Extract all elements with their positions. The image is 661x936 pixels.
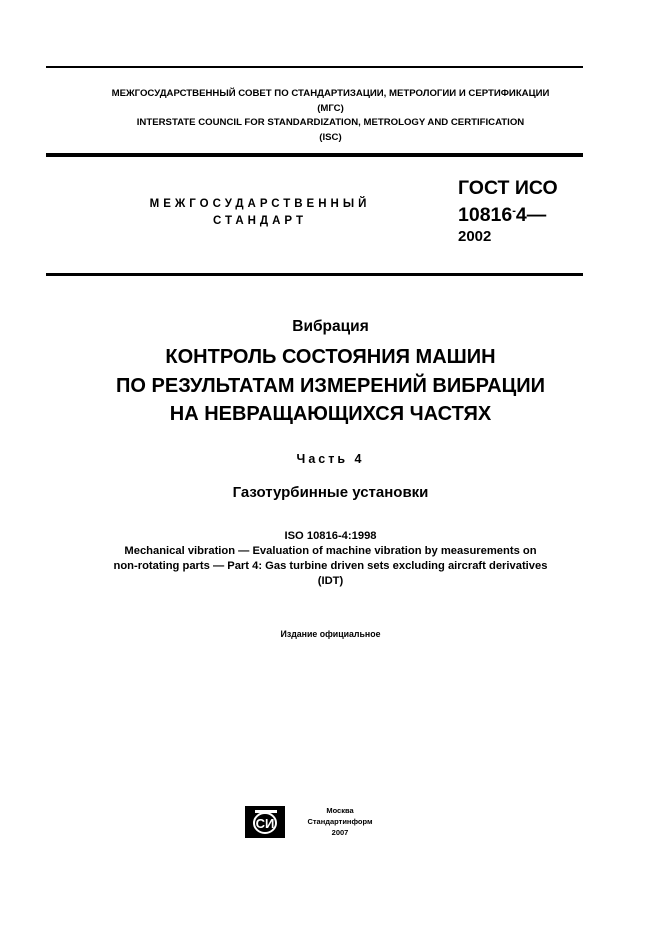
council-name-en: INTERSTATE COUNCIL FOR STANDARDIZATION, METROLOGY AND CERTIFICATION (136, 117, 525, 128)
iso-number: ISO 10816-4:1998 (284, 530, 377, 542)
standard-kind (110, 196, 410, 230)
part-title: Газотурбинные установки (232, 484, 429, 501)
gost-number-dash: - (512, 205, 516, 217)
council-name-ru: МЕЖГОСУДАРСТВЕННЫЙ СОВЕТ ПО СТАНДАРТИЗАЦИИ, МЕТРОЛОГИИ И СЕРТИФИКАЦИИ (111, 88, 550, 99)
top-rule-thin (46, 66, 583, 68)
iso-reference (0, 529, 661, 589)
publisher-imprint (290, 805, 390, 838)
standard-kind-line2: СТАНДАРТ (213, 215, 307, 227)
title-line1: КОНТРОЛЬ СОСТОЯНИЯ МАШИН (165, 346, 496, 368)
gost-designation (458, 177, 558, 247)
iso-identity: (IDT) (317, 575, 344, 587)
title-line3: НА НЕВРАЩАЮЩИХСЯ ЧАСТЯХ (169, 403, 492, 425)
gost-prefix: ГОСТ ИСО (458, 177, 558, 199)
publisher-name: Стандартинформ (307, 817, 373, 826)
gost-em-dash: — (526, 204, 547, 226)
edition-note: Издание официальное (280, 629, 381, 639)
header-rule-thick (46, 153, 583, 157)
iso-title-line1: Mechanical vibration — Evaluation of machine vibration by measurements on (124, 545, 537, 557)
iso-title-line2: non-rotating parts — Part 4: Gas turbine driven sets excluding aircraft derivatives (113, 560, 548, 572)
publisher-logo (245, 806, 285, 838)
council-abbr-en: (ISC) (319, 131, 342, 143)
gost-part-number: 4 (515, 204, 527, 226)
gost-number (458, 200, 558, 227)
publisher-city: Москва (326, 806, 354, 815)
council-header (40, 87, 621, 145)
publisher-year: 2007 (331, 828, 349, 837)
gost-year: 2002 (458, 228, 492, 245)
publisher-logo-text: СИ (255, 816, 275, 831)
council-abbr-ru: (МГС) (317, 102, 344, 114)
designation-rule (46, 273, 583, 276)
subject-heading: Вибрация (292, 318, 369, 335)
standard-kind-line1: МЕЖГОСУДАРСТВЕННЫЙ (149, 198, 371, 210)
gost-number-main: 10816 (458, 204, 513, 226)
part-label: Часть 4 (296, 452, 365, 466)
document-title (0, 343, 661, 429)
title-line2: ПО РЕЗУЛЬТАТАМ ИЗМЕРЕНИЙ ВИБРАЦИИ (116, 374, 545, 397)
